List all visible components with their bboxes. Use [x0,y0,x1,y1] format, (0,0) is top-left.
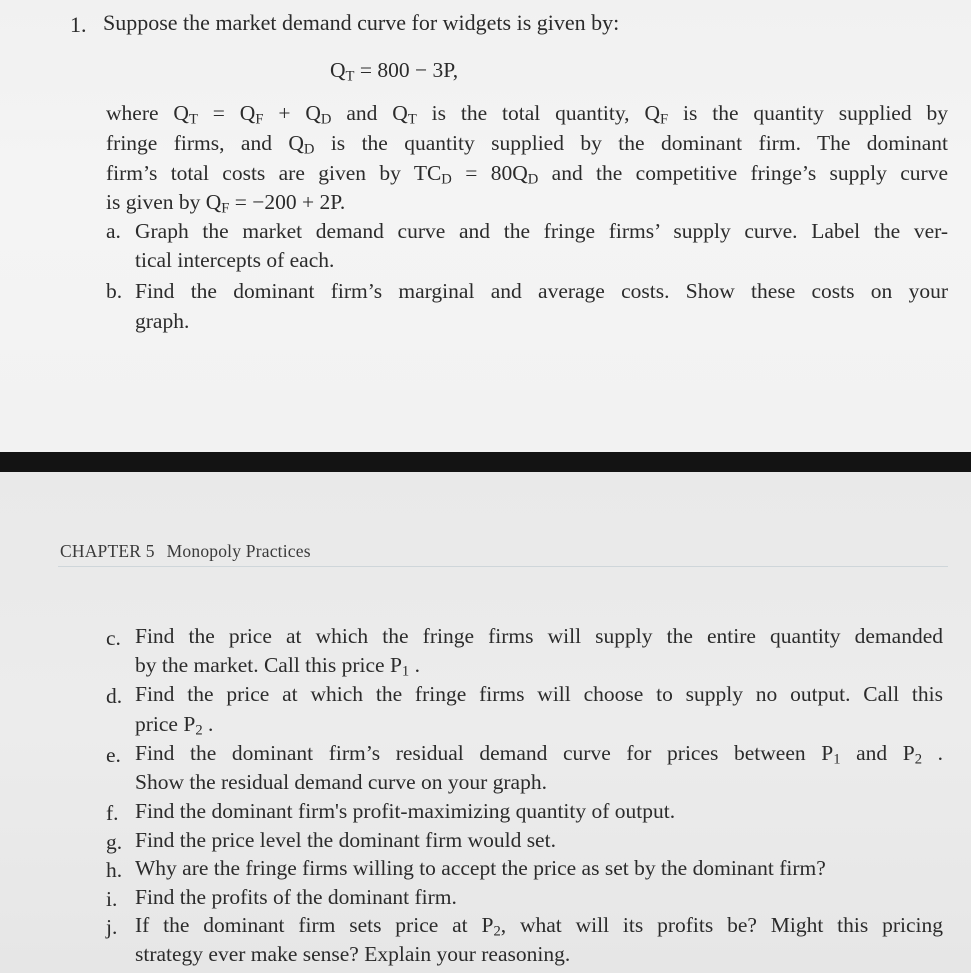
part-f-label: f. [106,801,119,825]
where-line-2: fringe firms, and $Q_D$ is the quantity supplied by the dominant firm. The dominant [106,131,948,158]
part-h-text: Why are the fringe firms willing to accept the price as set by the dominant firm? [135,856,826,880]
part-e-line-1: Find the dominant firm’s residual demand curve for prices between $P_1$ and $P_2$ . [135,741,944,768]
chapter-number: CHAPTER 5 [60,541,155,561]
part-i-text: Find the profits of the dominant firm. [135,885,457,909]
part-a-label: a. [106,219,121,243]
part-b-line-1: Find the dominant firm’s marginal and average costs. Show these costs on your [135,279,948,303]
part-j-line-2: strategy ever make sense? Explain your reasoning. [135,942,571,966]
chapter-header [60,541,311,562]
part-g-text: Find the price level the dominant firm would set. [135,828,556,852]
part-c-line-2: by the market. Call this price $P_1$ . [135,653,420,680]
header-rule [58,566,948,567]
question-intro: Suppose the market demand curve for widgets is given by: [103,10,620,35]
part-j-label: j. [106,915,118,939]
part-g-label: g. [106,830,123,854]
part-j-line-1: If the dominant firm sets price at $P_2$, what will its profits be? Might this pricing [135,913,943,940]
part-i-label: i. [106,887,118,911]
part-c-line-1: Find the price at which the fringe firms will supply the entire quantity demanded [135,624,943,648]
part-a-line-2: tical intercepts of each. [135,248,335,272]
part-e-label: e. [106,743,121,767]
where-line-4: is given by $Q_F = -200 + 2P$. [106,190,346,217]
demand-equation: $Q_T = 800 - 3P$, [330,58,459,85]
part-h-label: h. [106,858,123,882]
where-line-3: firm’s total costs are given by $TC_D = 80Q_D$ and the competitive fringe’s supply curve [106,161,948,188]
chapter-title: Monopoly Practices [166,541,311,561]
part-d-line-2: price $P_2$ . [135,712,214,739]
part-d-label: d. [106,684,123,708]
part-b-label: b. [106,279,123,303]
part-c-label: c. [106,626,121,650]
part-d-line-1: Find the price at which the fringe firms will choose to supply no output. Call this [135,682,943,706]
part-e-line-2: Show the residual demand curve on your graph. [135,770,547,794]
question-number: 1. [70,12,87,37]
where-line-1: where $Q_T = Q_F + Q_D$ and $Q_T$ is the total quantity, $Q_F$ is the quantity supplied by [106,101,948,128]
part-b-line-2: graph. [135,309,190,333]
part-a-line-1: Graph the market demand curve and the fringe firms’ supply curve. Label the ver- [135,219,948,243]
textbook-page-top [0,0,971,452]
part-f-text: Find the dominant firm's profit-maximizing quantity of output. [135,799,676,823]
photo-divider-bar [0,452,971,472]
